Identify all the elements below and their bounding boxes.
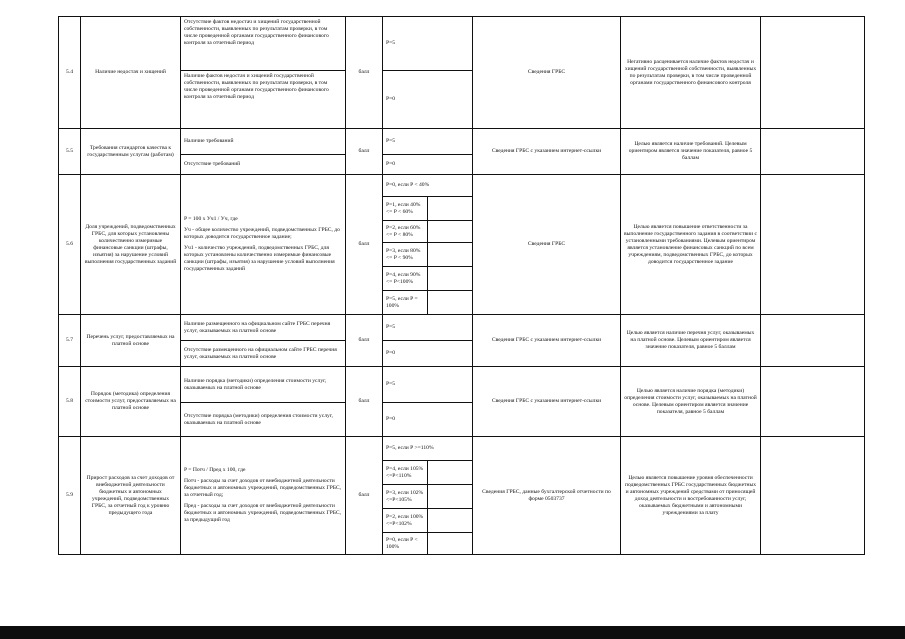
comment: Целью является наличие перечня услуг, оказываемых на платной основе. Целевым ориентиром является значение показателя, равное 5 баллам <box>621 315 761 367</box>
indicator-name: Доля учреждений, подведомственных ГРБС, для которых установлены количественно измеримые финансовые санкции (штрафы, изъятия) за нарушение условий выполнения государственных заданий <box>81 175 181 315</box>
score: P=0, если P < 100% <box>383 533 428 555</box>
row-number: 5.4 <box>59 17 81 129</box>
score: P=2, если 100%<=P<102% <box>383 509 428 533</box>
empty-cell <box>761 129 865 175</box>
indicator-name: Наличие недостач и хищений <box>81 17 181 129</box>
indicators-table <box>58 16 865 555</box>
criterion: Отсутствие порядка (методики) определения стоимости услуг, оказываемых на платной основе <box>181 403 346 437</box>
empty-cell <box>761 367 865 437</box>
empty-cell <box>428 243 473 267</box>
formula-definition: Уч - общее количество учреждений, подведомственных ГРБС, до которых доводится государственное задание; <box>184 227 340 240</box>
score: P=4, если 105%<=P<110% <box>383 461 428 485</box>
empty-cell <box>761 437 865 555</box>
row-number: 5.8 <box>59 367 81 437</box>
table-row <box>59 437 865 461</box>
empty-cell <box>428 291 473 315</box>
score: P=5 <box>383 315 473 341</box>
empty-cell <box>761 315 865 367</box>
empty-cell <box>428 533 473 555</box>
criterion: Наличие фактов недостач и хищений государственной собственности, выявленных по результатам проверки, в том числе проведенной органами государственного финансового контроля за отчетный период <box>181 71 346 129</box>
criterion: Наличие размещенного на официальном сайте ГРБС перечня услуг, оказываемых на платной основе <box>181 315 346 341</box>
row-number: 5.7 <box>59 315 81 367</box>
empty-cell <box>761 175 865 315</box>
score: P=3, если 102%<=P<105% <box>383 485 428 509</box>
score: P=0 <box>383 403 473 437</box>
empty-cell <box>428 267 473 291</box>
score: P=0 <box>383 155 473 175</box>
indicator-name: Прирост расходов за счет доходов от внебюджетной деятельности бюджетных и автономных учреждений, подведомственных ГРБС, за отчетный год к уровню предыдущего года <box>81 437 181 555</box>
formula: P = Потч / Пред х 100, где <box>184 467 246 473</box>
unit-cell: балл <box>346 175 383 315</box>
indicator-name: Требования стандартов качества к государственным услугам (работам) <box>81 129 181 175</box>
empty-cell <box>428 485 473 509</box>
score: P=0 <box>383 341 473 367</box>
unit-cell: балл <box>346 437 383 555</box>
formula-definition: Потч - расходы за счет доходов от внебюджетной деятельности бюджетных и автономных учреждений, подведомственных ГРБС, за отчетный год; <box>184 478 342 498</box>
row-number: 5.9 <box>59 437 81 555</box>
score: P=5 <box>383 367 473 403</box>
score: P=4, если 90%<= P<100% <box>383 267 428 291</box>
score: P=5 <box>383 129 473 155</box>
scan-bottom-edge <box>0 626 905 639</box>
data-source: Сведения ГРБС с указанием интернет-ссылки <box>473 367 621 437</box>
formula-definition: Пред - расходы за счет доходов от внебюджетной деятельности бюджетных и автономных учреждений, подведомственных ГРБС, за предыдущий год <box>184 503 342 523</box>
criterion: Отсутствие требований <box>181 155 346 175</box>
data-source: Сведения ГРБС с указанием интернет-ссылки <box>473 129 621 175</box>
data-source: Сведения ГРБС с указанием интернет-ссылки <box>473 315 621 367</box>
comment: Целью является наличие порядка (методики) определения стоимости услуг, оказываемых на платной основе. Целевым ориентиром является значение показателя, равное 5 баллам <box>621 367 761 437</box>
score: P=0 <box>383 71 473 129</box>
data-source: Сведения ГРБС, данные бухгалтерской отчетности по форме 0503737 <box>473 437 621 555</box>
empty-cell <box>428 509 473 533</box>
formula-definition: Уч1 - количество учреждений, подведомственных ГРБС, для которых установлены количественно измеримые финансовые санкции (штрафы, изъятия) за нарушение условий выполнения государственных заданий <box>184 245 335 272</box>
table-row <box>59 367 865 403</box>
table-row <box>59 17 865 71</box>
row-number: 5.5 <box>59 129 81 175</box>
comment: Негативно расценивается наличие фактов недостач и хищений государственной собственности, выявленных по результатам проверки, в том числе проведенной органами государственного финансового контроля <box>621 17 761 129</box>
table-row <box>59 315 865 341</box>
formula-cell <box>181 437 346 555</box>
unit-cell: балл <box>346 367 383 437</box>
table-row <box>59 175 865 197</box>
score: P=1, если 40%<= P < 60% <box>383 197 428 221</box>
data-source: Сведения ГРБС <box>473 17 621 129</box>
empty-cell <box>761 17 865 129</box>
criterion: Наличие требований <box>181 129 346 155</box>
criterion: Наличие порядка (методики) определения стоимости услуг, оказываемых на платной основе <box>181 367 346 403</box>
indicator-name: Перечень услуг, предоставляемых на платной основе <box>81 315 181 367</box>
criterion: Отсутствие размещенного на официальном сайте ГРБС перечня услуг, оказываемых на платной основе <box>181 341 346 367</box>
score: P=5 <box>383 17 473 71</box>
data-source: Сведения ГРБС <box>473 175 621 315</box>
unit-cell: балл <box>346 129 383 175</box>
table-row <box>59 129 865 155</box>
score: P=5, если P = 100% <box>383 291 428 315</box>
score: P=5, если P >=110% <box>383 437 473 461</box>
empty-cell <box>428 197 473 221</box>
indicator-name: Порядок (методика) определения стоимости услуг, предоставляемых на платной основе <box>81 367 181 437</box>
row-number: 5.6 <box>59 175 81 315</box>
score: P=2, если 60%<= P < 80% <box>383 221 428 243</box>
empty-cell <box>428 221 473 243</box>
score: P=3, если 80%<= P < 90% <box>383 243 428 267</box>
unit-cell: балл <box>346 17 383 129</box>
criterion: Отсутствие фактов недостач и хищений государственной собственности, выявленных по результатам проверки, в том числе проведенной органами государственного финансового контроля за отчетный период <box>181 17 346 71</box>
formula: P = 100 х Уч1 / Уч, где <box>184 216 238 222</box>
comment: Целью является повышение уровня обеспеченности подведомственных ГРБС государственных бюджетных и автономных учреждений средствами от приносящей доход деятельности и востребованности услуг, оказываемых бюджетными и автономными учреждениями за плату <box>621 437 761 555</box>
unit-cell: балл <box>346 315 383 367</box>
comment: Целью является наличие требований. Целевым ориентиром является значение показателя, равное 5 баллам <box>621 129 761 175</box>
comment: Целью является повышение ответственности за выполнение государственного задания в соответствии с установленными требованиями. Целевым ориентиром является установление финансовых санкций по всем учреждениям, подведомственных ГРБС, до которых доводится государственное задание <box>621 175 761 315</box>
score: P=0, если P < 40% <box>383 175 473 197</box>
empty-cell <box>428 461 473 485</box>
formula-cell <box>181 175 346 315</box>
